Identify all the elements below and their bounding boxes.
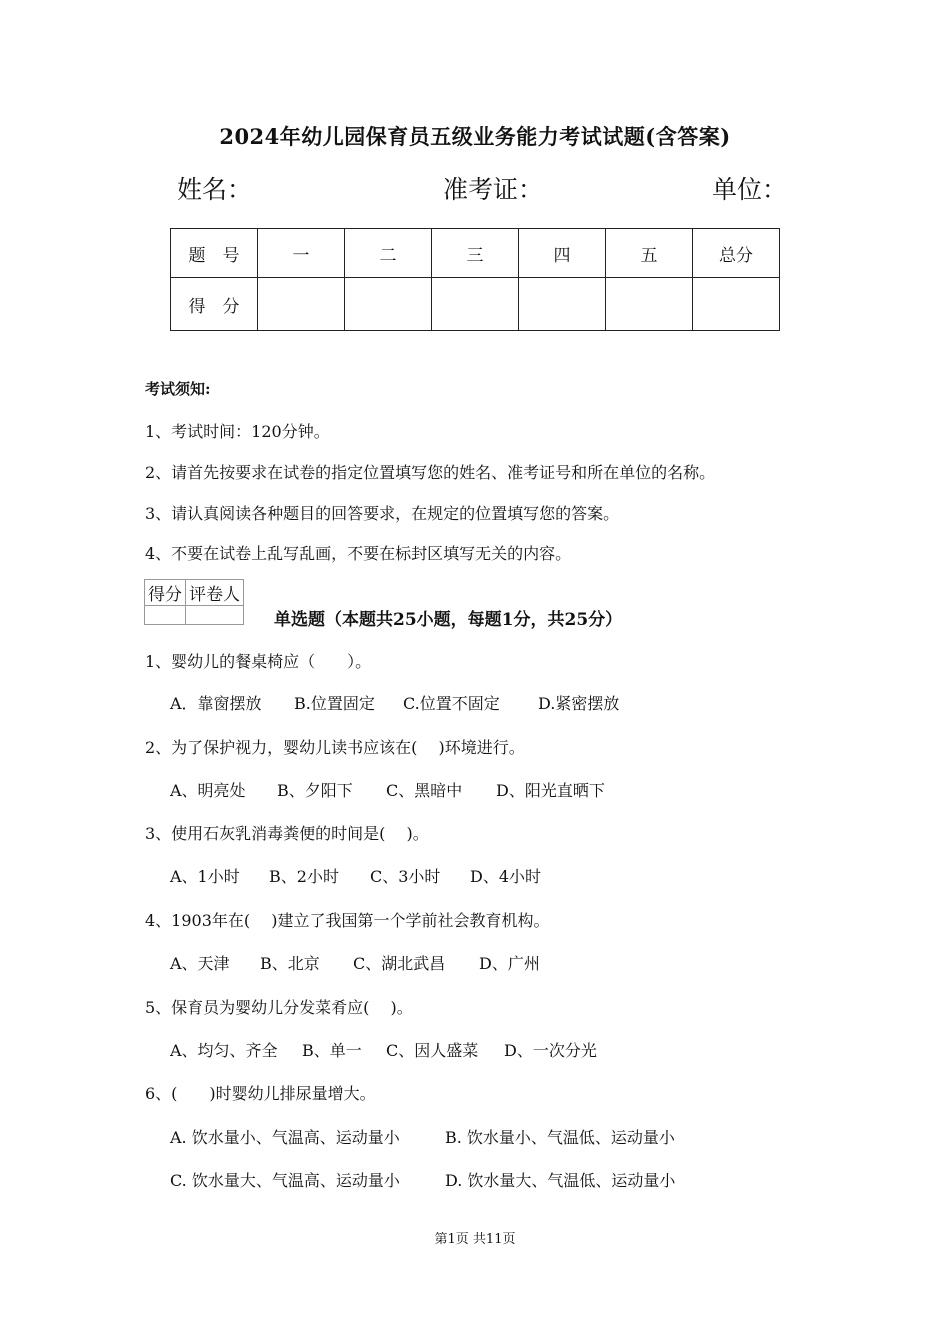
option-a: A、均匀、齐全 [170,1041,278,1060]
unit-label: 单位： [712,175,788,204]
option-a: A、1小时 [170,867,240,886]
score-header-4: 四 [519,229,606,278]
notice-item-1: 1、考试时间：120分钟。 [145,422,330,441]
option-d: D、阳光直晒下 [496,781,605,800]
score-header-5: 五 [606,229,693,278]
exam-id-label: 准考证： [443,175,544,204]
grader-box-score-cell[interactable] [145,606,186,625]
question-stem: 3、使用石灰乳消毒粪便的时间是( )。 [145,824,429,843]
option-c: C、黑暗中 [386,781,463,800]
option-b: B、单一 [302,1041,362,1060]
question-stem: 1、婴幼儿的餐桌椅应（ ）。 [145,652,372,671]
score-header-label: 题 号 [171,229,258,278]
option-b: B、北京 [260,954,320,973]
grader-box-blank-row [145,606,244,625]
score-cell-2[interactable] [345,278,432,331]
grader-box-grader-cell[interactable] [186,606,244,625]
option-a: A、天津 [170,954,230,973]
option-a: A、明亮处 [170,781,246,800]
score-header-3: 三 [432,229,519,278]
option-c: C.位置不固定 [403,694,500,713]
option-a: A. 饮水量小、气温高、运动量小 [170,1128,400,1147]
page-footer: 第1页 共11页 [434,1232,516,1247]
option-d: D、4小时 [470,867,542,886]
notice-title: 考试须知: [145,380,211,398]
question-stem: 6、( )时婴幼儿排尿量增大。 [145,1084,376,1103]
option-d: D.紧密摆放 [538,694,620,713]
grader-box-grader-label: 评卷人 [186,580,244,606]
grader-box [144,579,244,625]
option-c: C、因人盛菜 [386,1041,479,1060]
option-b: B、夕阳下 [277,781,353,800]
option-b: B、2小时 [269,867,339,886]
score-table-score-row [171,278,780,331]
option-a: A．靠窗摆放 [170,694,262,713]
option-d: D. 饮水量大、气温低、运动量小 [445,1171,676,1190]
grader-box-score-label: 得分 [145,580,186,606]
score-cell-3[interactable] [432,278,519,331]
option-b: B. 饮水量小、气温低、运动量小 [445,1128,675,1147]
score-row-label: 得 分 [171,278,258,331]
option-c: C、3小时 [370,867,441,886]
notice-item-4: 4、不要在试卷上乱写乱画，不要在标封区填写无关的内容。 [145,544,572,563]
score-table [170,228,780,331]
notice-item-2: 2、请首先按要求在试卷的指定位置填写您的姓名、准考证号和所在单位的名称。 [145,463,716,482]
section-title: 单选题（本题共25小题，每题1分，共25分） [274,610,623,630]
option-b: B.位置固定 [294,694,375,713]
score-header-1: 一 [258,229,345,278]
option-c: C、湖北武昌 [353,954,446,973]
score-cell-4[interactable] [519,278,606,331]
name-label: 姓名： [177,175,253,204]
option-c: C. 饮水量大、气温高、运动量小 [170,1171,400,1190]
score-header-2: 二 [345,229,432,278]
score-table-header-row [171,229,780,278]
notice-item-3: 3、请认真阅读各种题目的回答要求，在规定的位置填写您的答案。 [145,504,620,523]
score-cell-5[interactable] [606,278,693,331]
score-cell-1[interactable] [258,278,345,331]
exam-title: 2024年幼儿园保育员五级业务能力考试试题(含答案) [219,124,731,149]
option-d: D、一次分光 [504,1041,597,1060]
question-stem: 2、为了保护视力，婴幼儿读书应该在( )环境进行。 [145,738,525,757]
question-stem: 4、1903年在( )建立了我国第一个学前社会教育机构。 [145,911,550,930]
score-header-total: 总分 [693,229,780,278]
grader-box-header [145,580,244,606]
question-stem: 5、保育员为婴幼儿分发菜肴应( )。 [145,998,413,1017]
score-cell-total[interactable] [693,278,780,331]
option-d: D、广州 [479,954,540,973]
